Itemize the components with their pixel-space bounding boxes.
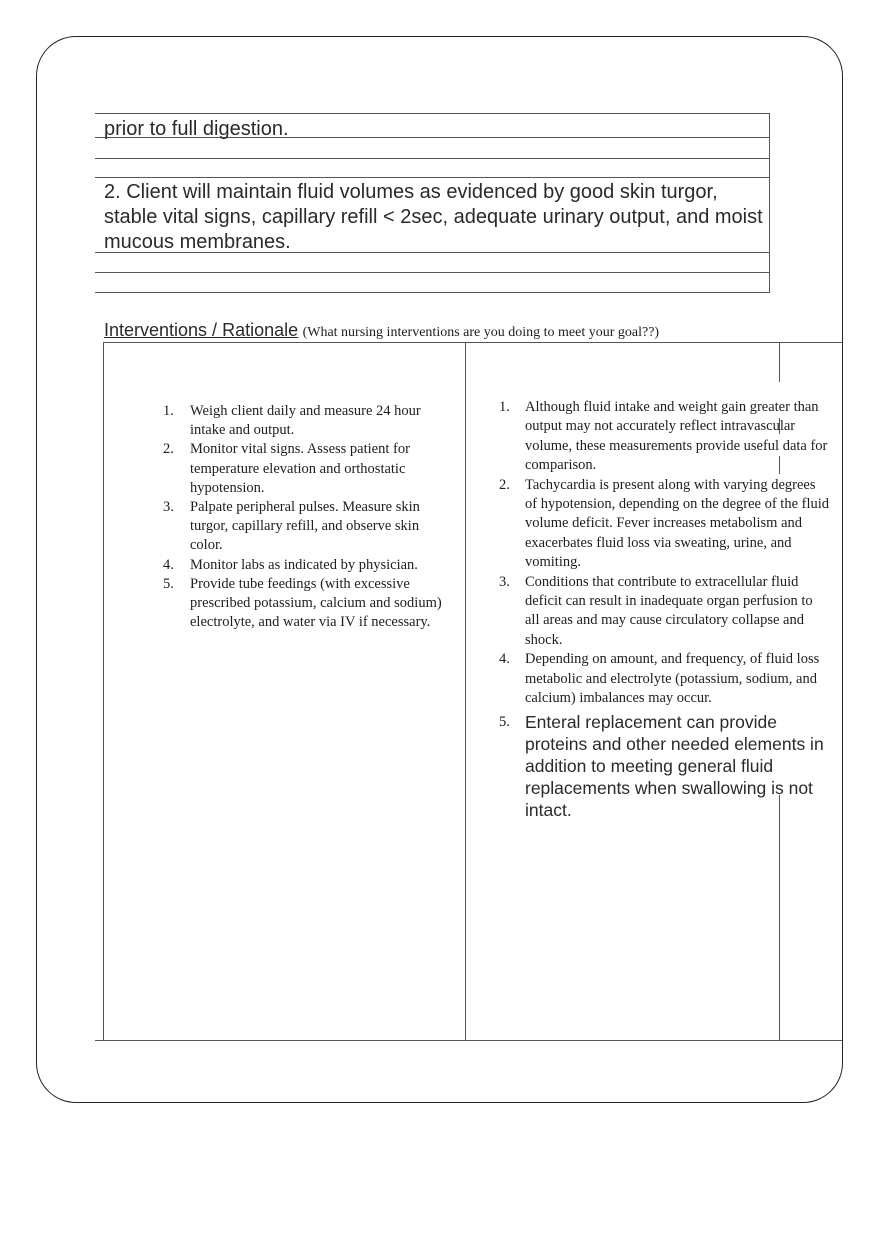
list-item: [163, 556, 455, 575]
item-number: 2.: [499, 476, 510, 493]
item-number: 5.: [499, 713, 510, 730]
goal-continued-text: prior to full digestion.: [104, 118, 289, 140]
rationale-text: Enteral replacement can provide proteins and other needed elements in addition to meeting general fluid replacements when swallowing is not intact.: [525, 711, 824, 820]
interventions-list: [163, 402, 455, 632]
intervention-text: Provide tube feedings (with excessive prescribed potassium, calcium and sodium) electrolyte, and water via IV if necessary.: [190, 575, 442, 631]
list-item: [163, 575, 455, 633]
rationale-text: Tachycardia is present along with varying degrees of hypotension, depending on the degree of the fluid volume deficit. Fever increases metabolism and exacerbates fluid loss via sweating, urine, and vomiting.: [525, 476, 830, 571]
item-number: 3.: [163, 499, 174, 516]
goal-2-text: 2. Client will maintain fluid volumes as evidenced by good skin turgor, stable vital signs, capillary refill < 2sec, adequate urinary output, and moist mucous membranes.: [104, 181, 763, 253]
rationale-text: Conditions that contribute to extracellular fluid deficit can result in inadequate organ perfusion to all areas and may cause circulatory collapse and shock.: [525, 573, 813, 648]
list-item: [163, 440, 455, 498]
item-number: 5.: [163, 575, 174, 592]
rationale-text: Depending on amount, and frequency, of fluid loss metabolic and electrolyte (potassium, sodium, and calcium) imbalances may occur.: [525, 651, 820, 707]
intervention-text: Palpate peripheral pulses. Measure skin turgor, capillary refill, and observe skin color.: [190, 499, 420, 554]
list-item: [499, 650, 830, 708]
list-item: [499, 711, 830, 821]
interventions-subtitle: (What nursing interventions are you doing to meet your goal??): [302, 325, 660, 340]
list-item: [163, 402, 455, 440]
item-number: 1.: [499, 399, 510, 415]
list-item: [499, 398, 830, 476]
interventions-heading: [104, 320, 659, 341]
item-number: 3.: [499, 573, 510, 590]
item-number: 4.: [163, 556, 174, 573]
item-number: 4.: [499, 651, 510, 668]
intervention-text: Monitor labs as indicated by physician.: [190, 556, 418, 573]
list-item: [499, 476, 830, 573]
rationale-list: [499, 398, 830, 821]
intervention-text: Weigh client daily and measure 24 hour intake and output.: [190, 403, 421, 439]
item-number: 2.: [163, 441, 174, 458]
interventions-title: Interventions / Rationale: [104, 320, 299, 340]
intervention-text: Monitor vital signs. Assess patient for temperature elevation and orthostatic hypotension.: [190, 441, 410, 496]
rationale-text: Although fluid intake and weight gain greater than output may not accurately reflect intravascular volume, these measurements provide useful data for comparison.: [525, 399, 828, 474]
item-number: 1.: [163, 403, 174, 419]
list-item: [163, 498, 455, 556]
list-item: [499, 573, 830, 651]
